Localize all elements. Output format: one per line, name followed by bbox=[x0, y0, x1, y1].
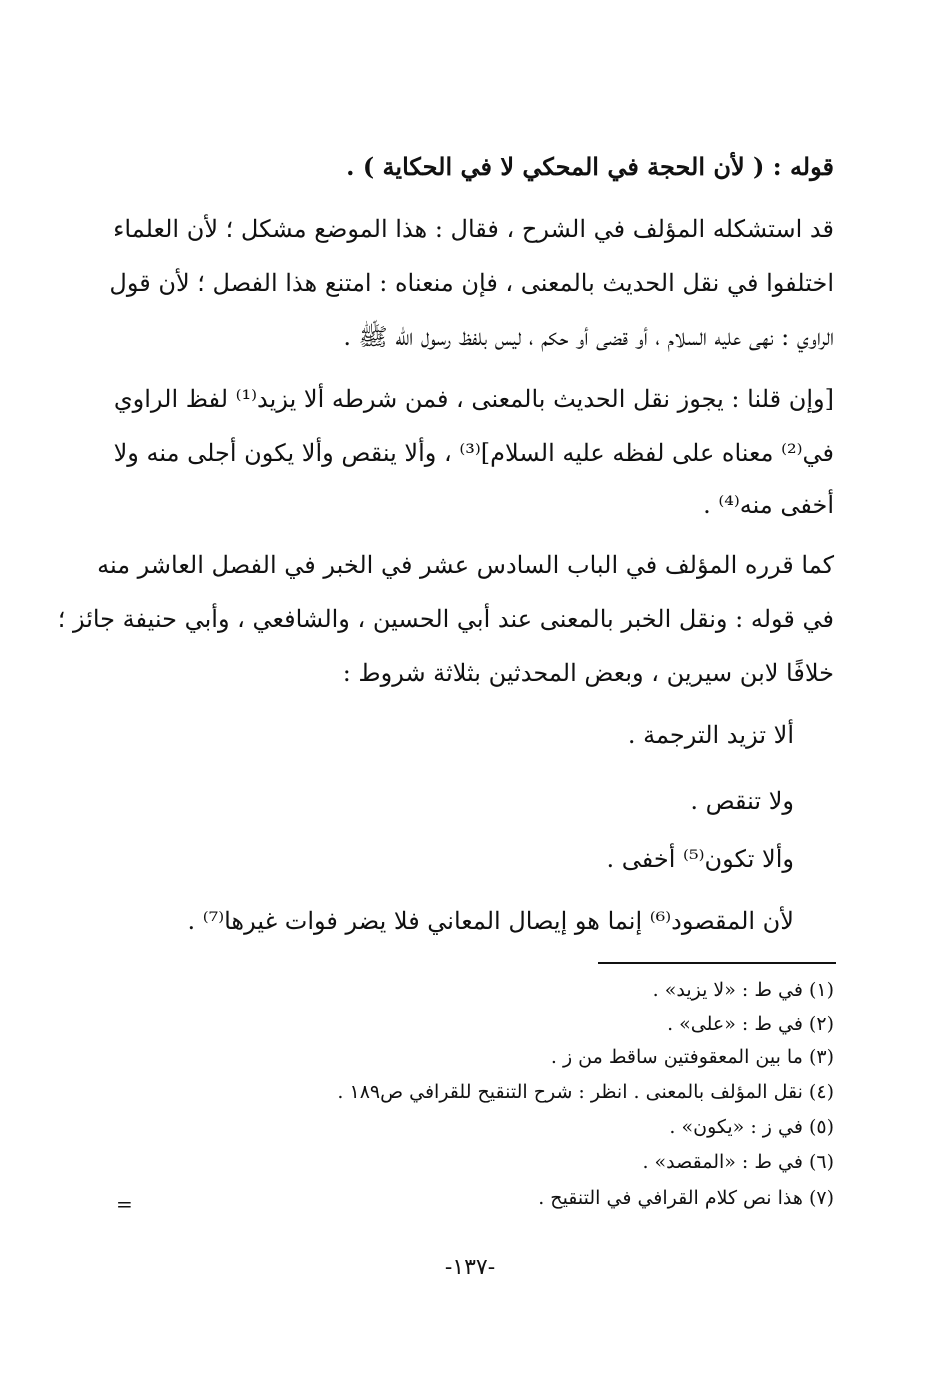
condition-2: ولا تنقص . bbox=[690, 787, 794, 815]
paragraph-2-line-1: [وإن قلنا : يجوز نقل الحديث بالمعنى ، فمن شرطه ألا يزيد⁽¹⁾ لفظ الراوي bbox=[113, 385, 834, 413]
footnote-3: (٣) ما بين المعقوفتين ساقط من ز . bbox=[550, 1046, 834, 1068]
paragraph-3-line-3: خلافًا لابن سيرين ، وبعض المحدثين بثلاثة شروط : bbox=[342, 659, 834, 687]
paragraph-1-line-1: قد استشكله المؤلف في الشرح ، فقال : هذا الموضع مشكل ؛ لأن العلماء bbox=[113, 215, 834, 243]
footnote-7: (٧) هذا نص كلام القرافي في التنقيح . bbox=[538, 1187, 834, 1209]
paragraph-1-line-3: الراوي : نهى عليه السلام ، أو قضى أو حكم ، ليس بلفظ رسول الله ﷺ . bbox=[343, 323, 834, 351]
page-number: -١٣٧- bbox=[444, 1255, 496, 1280]
paragraph-3-line-1: كما قرره المؤلف في الباب السادس عشر في الخبر في الفصل العاشر منه bbox=[97, 551, 834, 579]
closing-sentence: لأن المقصود⁽⁶⁾ إنما هو إيصال المعاني فلا يضر فوات غيرها⁽⁷⁾ . bbox=[187, 907, 794, 935]
paragraph-3-line-2: في قوله : ونقل الخبر بالمعنى عند أبي الحسين ، والشافعي ، وأبي حنيفة جائز ؛ bbox=[57, 605, 834, 633]
footnote-separator bbox=[598, 962, 836, 964]
paragraph-2-line-3: أخفى منه⁽⁴⁾ . bbox=[703, 491, 834, 519]
footnote-2: (٢) في ط : «على» . bbox=[667, 1013, 834, 1035]
paragraph-1-line-2: اختلفوا في نقل الحديث بالمعنى ، فإن منعناه : امتنع هذا الفصل ؛ لأن قول bbox=[109, 269, 834, 297]
footnote-6: (٦) في ط : «المقصد» . bbox=[642, 1151, 834, 1173]
footnote-4: (٤) نقل المؤلف بالمعنى . انظر : شرح التنقيح للقرافي ص١٨٩ . bbox=[337, 1081, 834, 1103]
section-heading: قوله : ( لأن الحجة في المحكي لا في الحكاية ) . bbox=[346, 152, 834, 181]
paragraph-2-line-2: في⁽²⁾ معناه على لفظه عليه السلام]⁽³⁾ ، وألا ينقص وألا يكون أجلى منه ولا bbox=[113, 439, 834, 467]
footnote-5: (٥) في ز : «يكون» . bbox=[669, 1116, 834, 1138]
condition-1: ألا تزيد الترجمة . bbox=[627, 721, 794, 749]
condition-3: وألا تكون⁽⁵⁾ أخفى . bbox=[606, 845, 794, 873]
continuation-mark: = bbox=[116, 1192, 133, 1216]
footnote-1: (١) في ط : «لا يزيد» . bbox=[652, 979, 834, 1001]
